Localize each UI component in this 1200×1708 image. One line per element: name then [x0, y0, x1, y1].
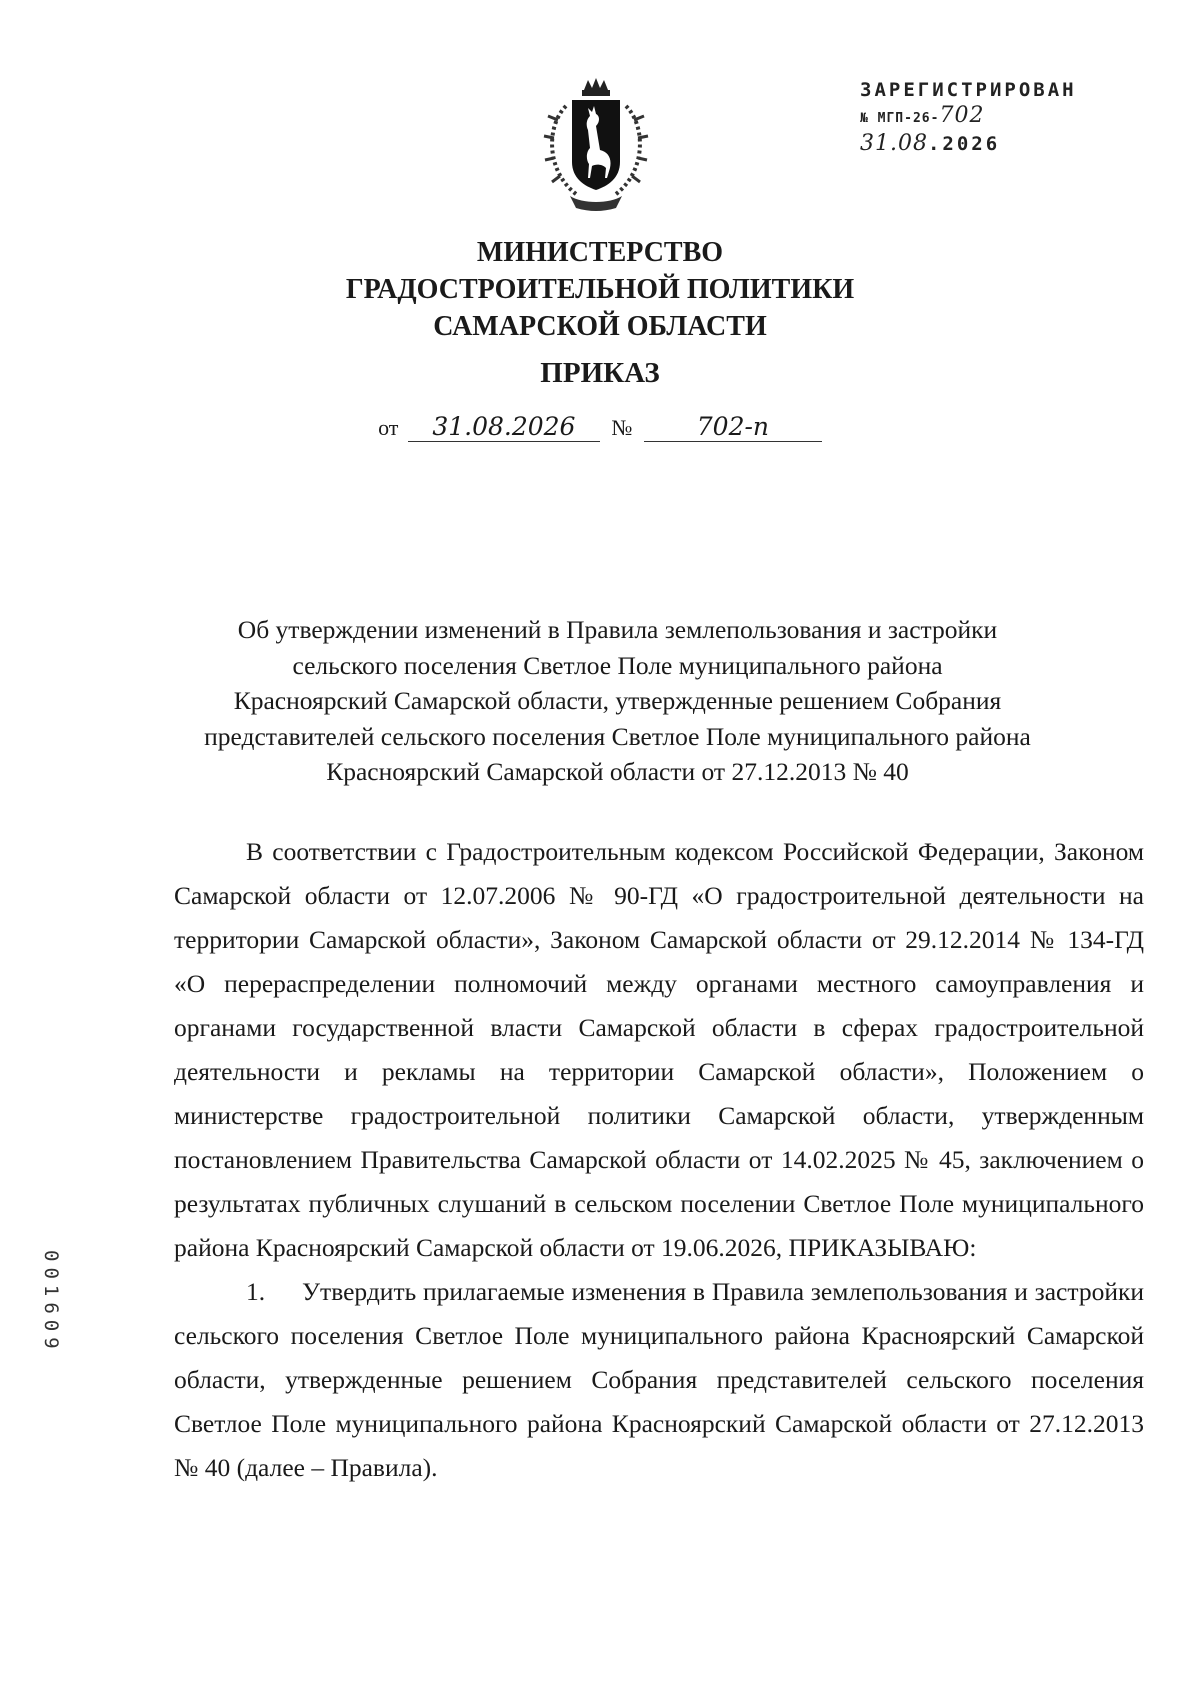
subject-line: Красноярский Самарской области от 27.12.2013 № 40 [326, 757, 909, 786]
registration-stamp [860, 78, 1160, 157]
order-body [174, 830, 1144, 1490]
stamp-date-year: .2026 [927, 133, 1001, 155]
coat-of-arms-emblem [536, 76, 656, 212]
ministry-header-line2: ГРАДОСТРОИТЕЛЬНОЙ ПОЛИТИКИ [345, 274, 855, 305]
order-date-number-line [0, 413, 1200, 442]
stamp-number-handwritten: 702 [939, 103, 985, 128]
item-number: 1. [246, 1277, 266, 1306]
order-number-field: 702-п [644, 413, 822, 442]
stamp-registered-label: ЗАРЕГИСТРИРОВАН [860, 79, 1077, 101]
stamp-date-handwritten: 31.08 [860, 131, 928, 156]
order-date-prefix: от [378, 415, 399, 440]
subject-line: Красноярский Самарской области, утвержденные решением Собрания [233, 686, 1002, 715]
side-serial-number: 001609 [40, 1250, 62, 1355]
subject-line: представителей сельского поселения Светлое Поле муниципального района [204, 721, 1031, 751]
item-paragraph [174, 1270, 1144, 1490]
stamp-registration-number [860, 103, 1160, 131]
preamble-paragraph: В соответствии с Градостроительным кодексом Российской Федерации, Законом Самарской области от 12.07.2006 № 90-ГД «О градостроительной деятельности на территории Самарской области», Законом Самарской области от 29.12.2014 № 134-ГД «О перераспределении полномочий между органами местного самоуправления и органами государственной власти Самарской области в сферах градостроительной деятельности и рекламы на территории Самарской области», Положением о министерстве градостроительной политики Самарской области, утвержденным постановлением Правительства Самарской области от 14.02.2025 № 45, заключением о результатах публичных слушаний в сельском поселении Светлое Поле муниципального района Красноярский Самарской области от 19.06.2026, ПРИКАЗЫВАЮ: [174, 837, 1144, 1262]
subject-line: сельского поселения Светлое Поле муниципального района [292, 650, 943, 680]
ministry-header-line1: МИНИСТЕРСТВО [476, 237, 724, 268]
stamp-number-prefix: № МГП-26- [860, 111, 940, 126]
subject-line: Об утверждении изменений в Правила землепользования и застройки [237, 615, 998, 644]
item-text: Утвердить прилагаемые изменения в Правила землепользования и застройки сельского поселения Светлое Поле муниципального района Красноярский Самарской области, утвержденные решением Собрания представителей сельского поселения Светлое Поле муниципального района Красноярский Самарской области от 27.12.2013 № 40 (далее – Правила). [174, 1277, 1144, 1482]
stamp-registration-date [860, 131, 1160, 157]
order-title: ПРИКАЗ [540, 357, 660, 389]
order-subject [150, 612, 1085, 790]
samara-region-coat-of-arms-icon [536, 76, 656, 212]
ministry-header-line3: САМАРСКОЙ ОБЛАСТИ [433, 311, 767, 342]
order-number-prefix: № [611, 415, 633, 440]
ministry-header [0, 234, 1200, 345]
order-date-field: 31.08.2026 [408, 413, 600, 442]
